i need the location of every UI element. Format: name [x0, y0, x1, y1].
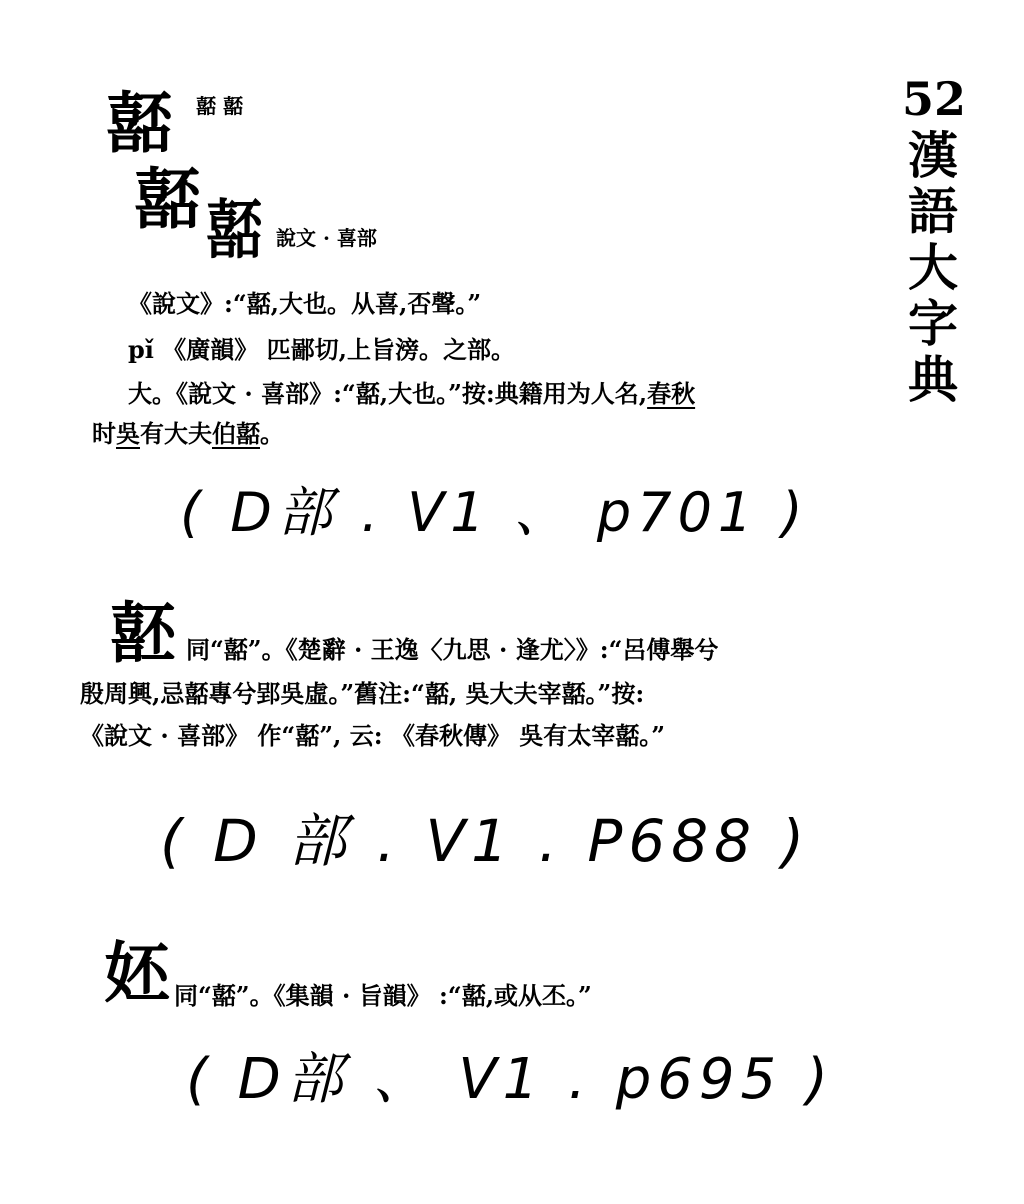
entry1-line-2: pǐ 《廣韻》 匹鄙切,上旨滂。之部。: [128, 335, 515, 364]
entry1-head-char: 嚭: [106, 84, 172, 162]
entry2-line-2: 殷周興,忌嚭專兮郢吳虛。”舊注:“嚭, 吳大夫宰嚭。”按:: [80, 679, 645, 708]
entry1-handwritten-reference: ( D部 . V1 、 p701 ): [180, 481, 809, 544]
entry1-line-4: [92, 419, 284, 448]
book-title: [898, 128, 968, 408]
entry1-seal-source: 說文 · 喜部: [276, 226, 377, 250]
entry1-variants: 嚭 嚭: [196, 94, 243, 118]
entry3-head-char: 㚰: [104, 934, 170, 1012]
entry1-line-4-text: 时: [92, 419, 116, 448]
entry1-line-4-underlined: 吳: [116, 419, 140, 448]
entry1-head-char-2: 嚭: [134, 160, 200, 238]
entry2-handwritten-reference: ( D 部 . V1 . P688 ): [160, 807, 811, 875]
entry1-line-3: [128, 379, 696, 408]
entry1-line-4-text: 有大夫: [140, 419, 212, 448]
entry1-line-1: 《說文》:“嚭,大也。从喜,否聲。”: [128, 289, 482, 318]
entry1-line-3-underlined: 春秋: [647, 379, 696, 408]
entry1-line-4-text: 。: [260, 419, 284, 448]
entry2-line-1: 同“嚭”。《楚辭 · 王逸〈九思 · 逢尤〉》:“呂傅舉兮: [186, 635, 719, 664]
entry3-handwritten-reference: ( D部 、 V1 . p695 ): [186, 1047, 834, 1112]
entry3-line-1: 同“嚭”。《集韻 · 旨韻》 :“嚭,或从丕。”: [174, 981, 592, 1010]
entry2-head-char: 噽: [110, 594, 176, 672]
book-title-char: 典: [908, 350, 958, 409]
entry1-seal-char: 嚭: [206, 192, 262, 268]
book-title-char: 語: [908, 182, 958, 241]
book-title-char: 字: [908, 294, 958, 353]
entry1-line-3-text: 大。《說文 · 喜部》:“嚭,大也。”按:典籍用为人名,: [128, 379, 648, 408]
entry2-line-3: 《說文 · 喜部》 作“嚭”, 云: 《春秋傳》 吳有太宰嚭。”: [80, 721, 666, 750]
page-number: 52: [902, 72, 967, 126]
book-title-char: 大: [908, 238, 958, 297]
book-title-char: 漢: [908, 126, 958, 185]
entry1-line-4-underlined: 伯嚭: [212, 419, 260, 448]
